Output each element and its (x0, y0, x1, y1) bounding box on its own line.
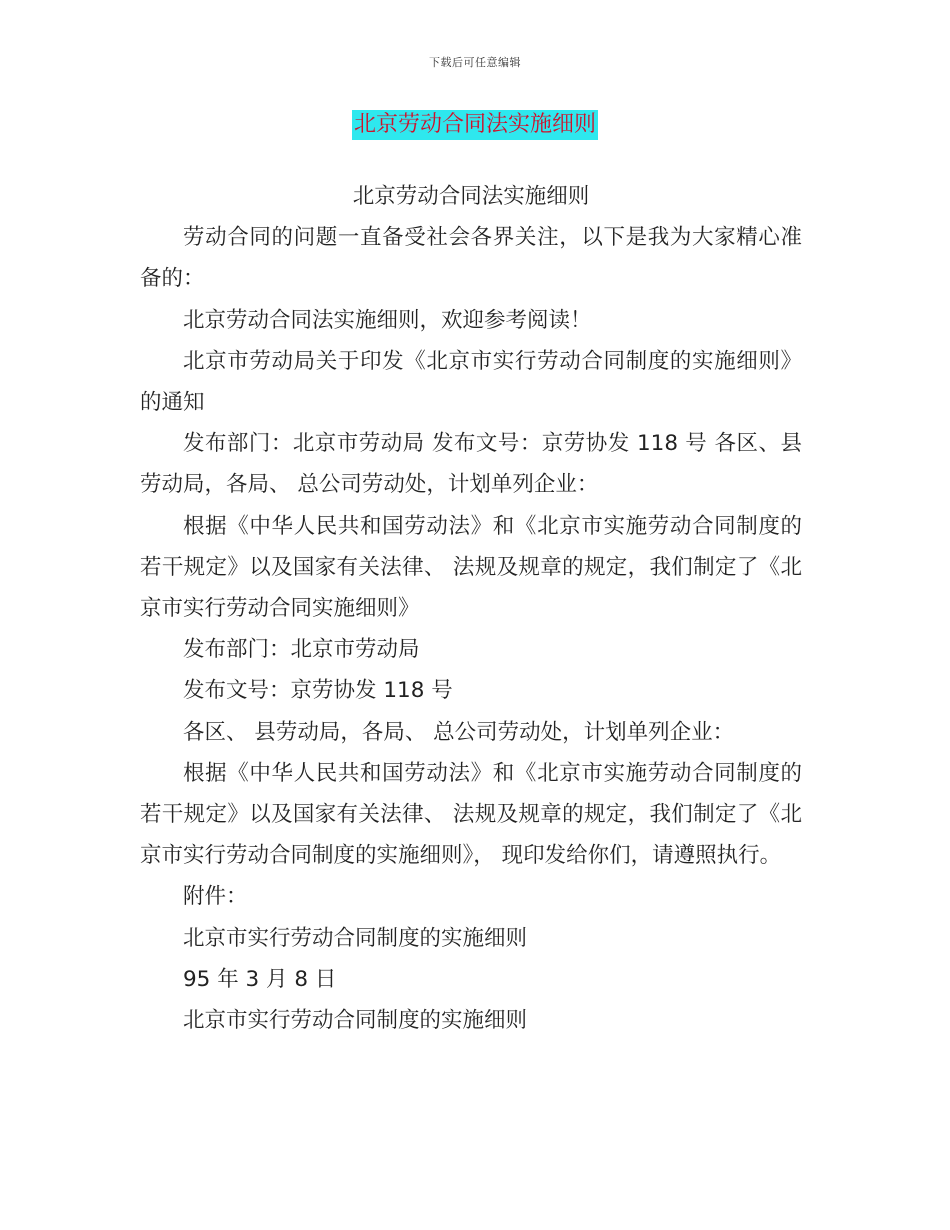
paragraph-date: 95 年 3 月 8 日 (183, 966, 337, 992)
document-title (0, 110, 950, 140)
paragraph-attachment-title: 北京市实行劳动合同制度的实施细则 (183, 925, 528, 951)
paragraph-notice-title: 北京市劳动局关于印发《北京市实行劳动合同制度的实施细则》的通知 (140, 348, 802, 416)
paragraph-issuing-department: 发布部门：北京市劳动局 (183, 637, 420, 663)
body-subtitle: 北京劳动合同法实施细则 (352, 184, 590, 209)
paragraph-intro: 劳动合同的问题一直备受社会各界关注，以下是我为大家精心准备的： (140, 225, 802, 292)
paragraph-issuer-info: 发布部门：北京市劳动局 发布文号：京劳协发 118 号 各区、县劳动局，各局、 总公司劳动处，计划单列企业： (140, 431, 802, 498)
header-note: 下载后可任意编辑 (429, 56, 521, 69)
paragraph-attachment-label: 附件： (183, 884, 248, 910)
document-body (140, 176, 802, 1041)
paragraph-document-number: 发布文号：京劳协发 118 号 (183, 678, 453, 704)
paragraph-recipients: 各区、 县劳动局，各局、 总公司劳动处，计划单列企业： (183, 719, 735, 745)
paragraph-basis: 根据《中华人民共和国劳动法》和《北京市实施劳动合同制度的若干规定》以及国家有关法律、 法规及规章的规定，我们制定了《北京市实行劳动合同实施细则》 (140, 513, 802, 622)
highlighted-title-text: 北京劳动合同法实施细则 (352, 110, 598, 140)
paragraph-rules-title: 北京市实行劳动合同制度的实施细则 (183, 1008, 528, 1034)
paragraph-welcome: 北京劳动合同法实施细则，欢迎参考阅读！ (183, 307, 592, 333)
paragraph-basis-full: 根据《中华人民共和国劳动法》和《北京市实施劳动合同制度的若干规定》以及国家有关法律、 法规及规章的规定，我们制定了《北京市实行劳动合同制度的实施细则》， 现印发给你们，请遵照执行。 (140, 760, 802, 869)
